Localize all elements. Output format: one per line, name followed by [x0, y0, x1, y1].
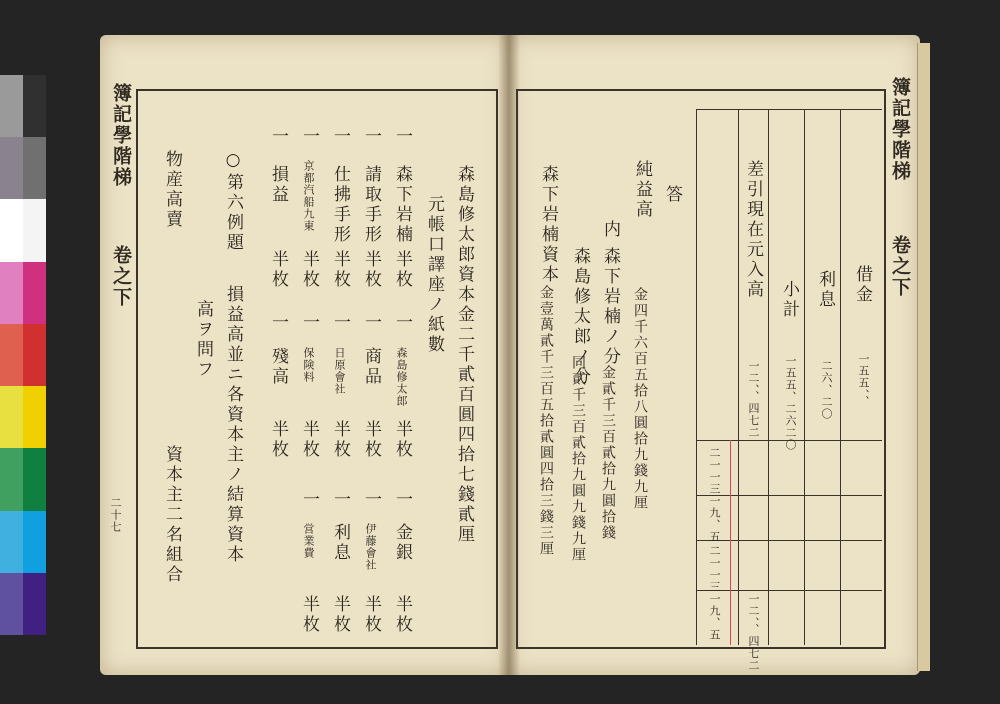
- entry-mark: 一: [330, 313, 350, 333]
- left-running-head: [108, 83, 135, 188]
- ledger-value-subtotal: 一五五、二六二〇: [784, 355, 797, 451]
- right-head-volume: 卷之下: [889, 235, 911, 298]
- example-title: ○第六例題: [223, 150, 243, 253]
- entry-text: 請取手形: [361, 165, 381, 245]
- entry-mark: 一: [299, 313, 319, 333]
- color-swatch: [0, 262, 46, 324]
- capital-label: 森下岩楠資本: [538, 165, 558, 285]
- entry-text: 半枚: [392, 420, 412, 460]
- example-line4: 資本主二名組合: [162, 445, 182, 585]
- capital-value: 金壹萬貳千三百五拾貳圓四拾三錢三厘: [538, 285, 554, 557]
- example-question-line1: 損益高並ニ各資本主ノ結算資本: [223, 285, 243, 565]
- right-head-title: 簿記學階梯: [889, 77, 911, 182]
- entry-mark: 一: [361, 490, 381, 510]
- ledger-value-net-capital: 一二、、四七二: [747, 360, 760, 439]
- entry-mark: 一: [392, 127, 412, 147]
- entry-text: 仕拂手形: [330, 165, 350, 245]
- ledger-row-rule: [696, 495, 882, 496]
- color-swatch-right: [23, 137, 46, 199]
- right-running-head: [887, 77, 914, 182]
- color-swatch-right: [23, 511, 46, 573]
- entry-text: 半枚: [330, 420, 350, 460]
- entry-text: 半枚: [361, 250, 381, 290]
- color-calibration-strip: [0, 75, 46, 635]
- right-running-head-volume: [887, 235, 914, 298]
- book-gutter: [498, 35, 520, 675]
- color-swatch-right: [23, 573, 46, 635]
- entry-text: 半枚: [299, 420, 319, 460]
- entry-text: 半枚: [392, 595, 412, 635]
- left-page: [100, 35, 508, 675]
- entry-text: 伊藤會社: [364, 523, 377, 571]
- net-profit-value: 金四千六百五拾八圓拾九錢九厘: [632, 287, 648, 511]
- entry-text: 半枚: [392, 250, 412, 290]
- entry-text: 商品: [361, 347, 381, 387]
- color-swatch-right: [23, 324, 46, 386]
- morishita-share-value: 金貳千三百貳拾九圓拾錢: [600, 365, 616, 541]
- entry-mark: 一: [330, 490, 350, 510]
- example-line3: 物産高賣: [162, 150, 182, 230]
- entry-text: 営業費: [302, 523, 315, 559]
- entry-text: 半枚: [330, 250, 350, 290]
- entry-text: 利息: [330, 523, 350, 563]
- color-swatch: [0, 448, 46, 510]
- entry-text: 損益: [268, 165, 288, 205]
- entry-text: 半枚: [299, 250, 319, 290]
- answer-mark: 答: [662, 185, 682, 205]
- capital-title: 森島修太郎資本金二千貳百圓四拾七錢貳厘: [454, 165, 474, 545]
- entry-mark: 一: [392, 313, 412, 333]
- net-profit-label: 純益高: [632, 160, 652, 220]
- left-head-title: 簿記學階梯: [110, 83, 132, 188]
- ledger-value-interest: 二六、二〇: [820, 360, 833, 420]
- color-swatch: [0, 137, 46, 199]
- ledger-top-rule: [696, 109, 882, 110]
- page-number: 二十七: [109, 497, 122, 533]
- color-swatch-left: [0, 137, 23, 199]
- entry-text: 京都汽船九東: [302, 160, 315, 232]
- right-page: [508, 35, 920, 675]
- color-swatch-right: [23, 199, 46, 261]
- color-swatch: [0, 75, 46, 137]
- entry-mark: 一: [361, 127, 381, 147]
- entry-text: 半枚: [268, 420, 288, 460]
- entry-text: 殘高: [268, 347, 288, 387]
- color-swatch-right: [23, 386, 46, 448]
- color-swatch: [0, 573, 46, 635]
- ledger-lower-value: 二一一三一九、五: [708, 545, 721, 641]
- example-question-line2: 高ヲ問フ: [193, 300, 213, 380]
- ledger-value-loan: 一五五、、: [857, 353, 870, 408]
- color-swatch-left: [0, 324, 23, 386]
- red-ruling-line: [730, 440, 731, 645]
- ledger-col-rule: [696, 109, 697, 645]
- color-swatch: [0, 511, 46, 573]
- entry-text: 日原會社: [333, 347, 346, 395]
- color-swatch: [0, 324, 46, 386]
- color-swatch-right: [23, 75, 46, 137]
- color-swatch: [0, 199, 46, 261]
- ledger-lower-value: 一二、、四七二: [747, 593, 760, 672]
- entry-mark: 一: [268, 313, 288, 333]
- ledger-row-label-net-capital: 差引現在元入高: [743, 160, 763, 300]
- ledger-col-rule: [840, 109, 841, 645]
- ledger-col-rule: [738, 109, 739, 645]
- ledger-col-rule: [768, 109, 769, 645]
- morishita-share-label: 森下岩楠ノ分: [600, 247, 620, 367]
- account-list-heading: 元帳口譯座ノ紙數: [424, 195, 444, 355]
- entry-text: 森下岩楠: [392, 165, 412, 245]
- color-swatch-left: [0, 573, 23, 635]
- color-swatch-left: [0, 199, 23, 261]
- entry-text: 半枚: [361, 420, 381, 460]
- entry-text: 半枚: [361, 595, 381, 635]
- color-swatch-left: [0, 75, 23, 137]
- breakdown-label: 内: [600, 220, 620, 240]
- entry-text: 森島修太郎: [395, 347, 408, 407]
- ledger-row-rule: [696, 540, 882, 541]
- color-swatch-left: [0, 448, 23, 510]
- color-swatch-left: [0, 262, 23, 324]
- open-book: [100, 35, 920, 675]
- ledger-row-rule: [696, 590, 882, 591]
- page-edge: [917, 43, 930, 671]
- left-text-frame: [136, 89, 498, 649]
- entry-mark: 一: [299, 490, 319, 510]
- entry-mark: 一: [392, 490, 412, 510]
- entry-mark: 一: [330, 127, 350, 147]
- entry-mark: 一: [361, 313, 381, 333]
- ledger-row-label-subtotal: 小計: [779, 280, 799, 320]
- morishima-share-value: 同貳千三百貳拾九圓九錢九厘: [570, 355, 586, 563]
- entry-text: 金銀: [392, 523, 412, 563]
- color-swatch-right: [23, 448, 46, 510]
- ledger-row-label-loan: 借金: [852, 265, 872, 305]
- ledger-lower-value: 二一一三一九、五: [708, 447, 721, 543]
- color-swatch-right: [23, 262, 46, 324]
- entry-mark: 一: [299, 127, 319, 147]
- color-swatch-left: [0, 386, 23, 448]
- entry-text: 保険料: [302, 347, 315, 383]
- color-swatch: [0, 386, 46, 448]
- color-swatch-left: [0, 511, 23, 573]
- entry-mark: 一: [268, 127, 288, 147]
- left-head-volume: 卷之下: [110, 245, 132, 308]
- entry-text: 半枚: [330, 595, 350, 635]
- entry-text: 半枚: [299, 595, 319, 635]
- morishima-share-label: 森島修太郎ノ分: [570, 247, 590, 387]
- ledger-col-rule: [804, 109, 805, 645]
- left-running-head-volume: [108, 245, 135, 308]
- entry-text: 半枚: [268, 250, 288, 290]
- ledger-row-label-interest: 利息: [815, 270, 835, 310]
